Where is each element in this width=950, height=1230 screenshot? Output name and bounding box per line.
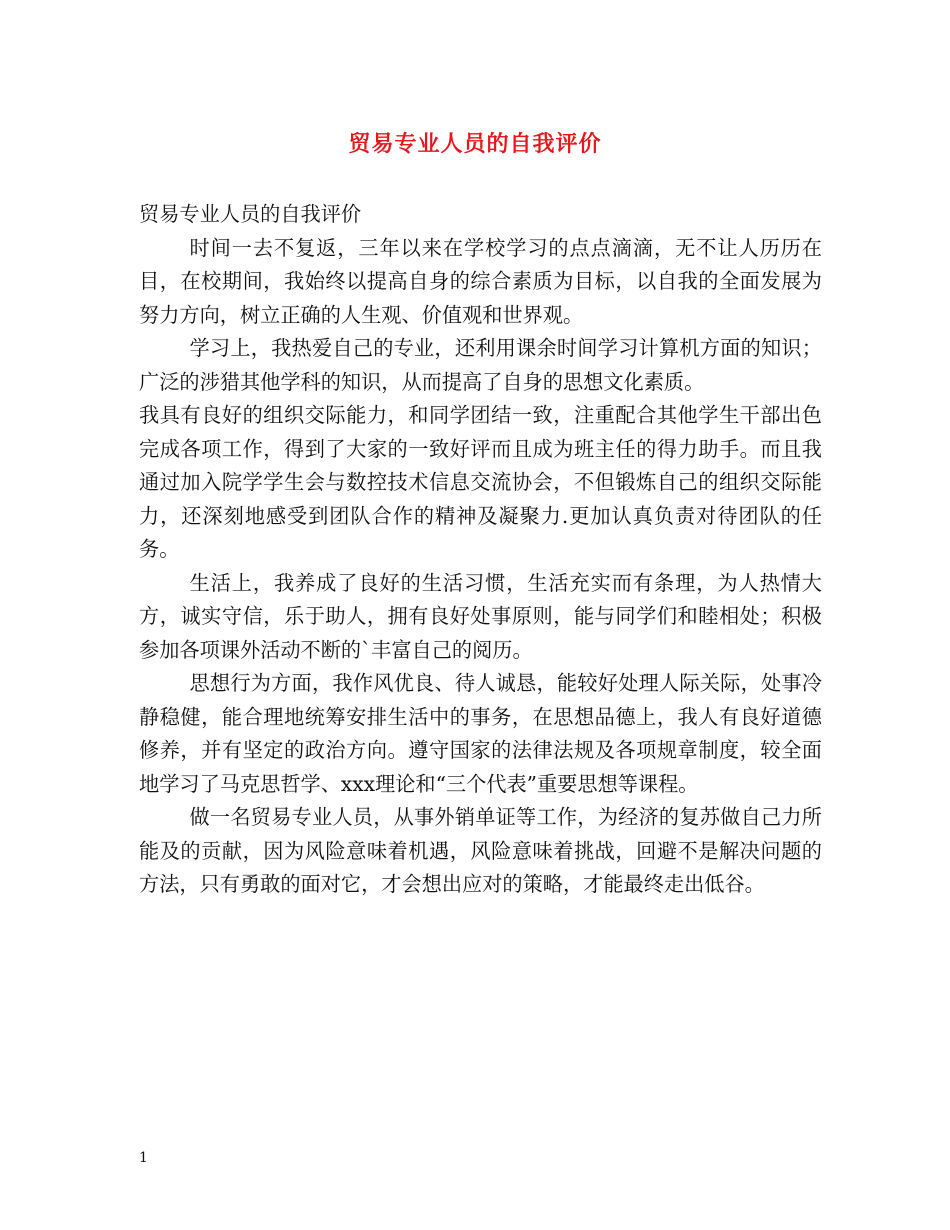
- page-number: 1: [139, 1150, 148, 1166]
- document-title: 贸易专业人员的自我评价: [348, 132, 602, 157]
- paragraph-study: 学习上，我热爱自己的专业，还利用课余时间学习计算机方面的知识；广泛的涉猎其他学科的知识，从而提高了自身的思想文化素质。: [139, 336, 822, 394]
- paragraph-career: 做一名贸易专业人员，从事外销单证等工作，为经济的复苏做自己力所能及的贡献，因为风险意味着机遇，风险意味着挑战，回避不是解决问题的方法，只有勇敢的面对它，才会想出应对的策略，才能最终走出低谷。: [139, 805, 822, 896]
- paragraph-intro: 时间一去不复返，三年以来在学校学习的点点滴滴，无不让人历历在目，在校期间，我始终以提高自身的综合素质为目标，以自我的全面发展为努力方向，树立正确的人生观、价值观和世界观。: [139, 235, 822, 327]
- document-subtitle: 贸易专业人员的自我评价: [139, 202, 362, 226]
- paragraph-thought: 思想行为方面，我作风优良、待人诚恳，能较好处理人际关际，处事冷静稳健，能合理地统筹安排生活中的事务，在思想品德上，我人有良好道德修养，并有坚定的政治方向。遵守国家的法律法规及各项规章制度，较全面地学习了马克思哲学、xxx理论和“三个代表”重要思想等课程。: [139, 671, 822, 796]
- document-body: [139, 198, 822, 902]
- paragraph-life: 生活上，我养成了良好的生活习惯，生活充实而有条理，为人热情大方，诚实守信，乐于助人，拥有良好处事原则，能与同学们和睦相处；积极参加各项课外活动不断的`丰富自己的阅历。: [139, 570, 822, 662]
- paragraph-organization: 我具有良好的组织交际能力，和同学团结一致，注重配合其他学生干部出色完成各项工作，得到了大家的一致好评而且成为班主任的得力助手。而且我通过加入院学学生会与数控技术信息交流协会，不但锻炼自己的组织交际能力，还深刻地感受到团队合作的精神及凝聚力.更加认真负责对待团队的任务。: [139, 403, 822, 561]
